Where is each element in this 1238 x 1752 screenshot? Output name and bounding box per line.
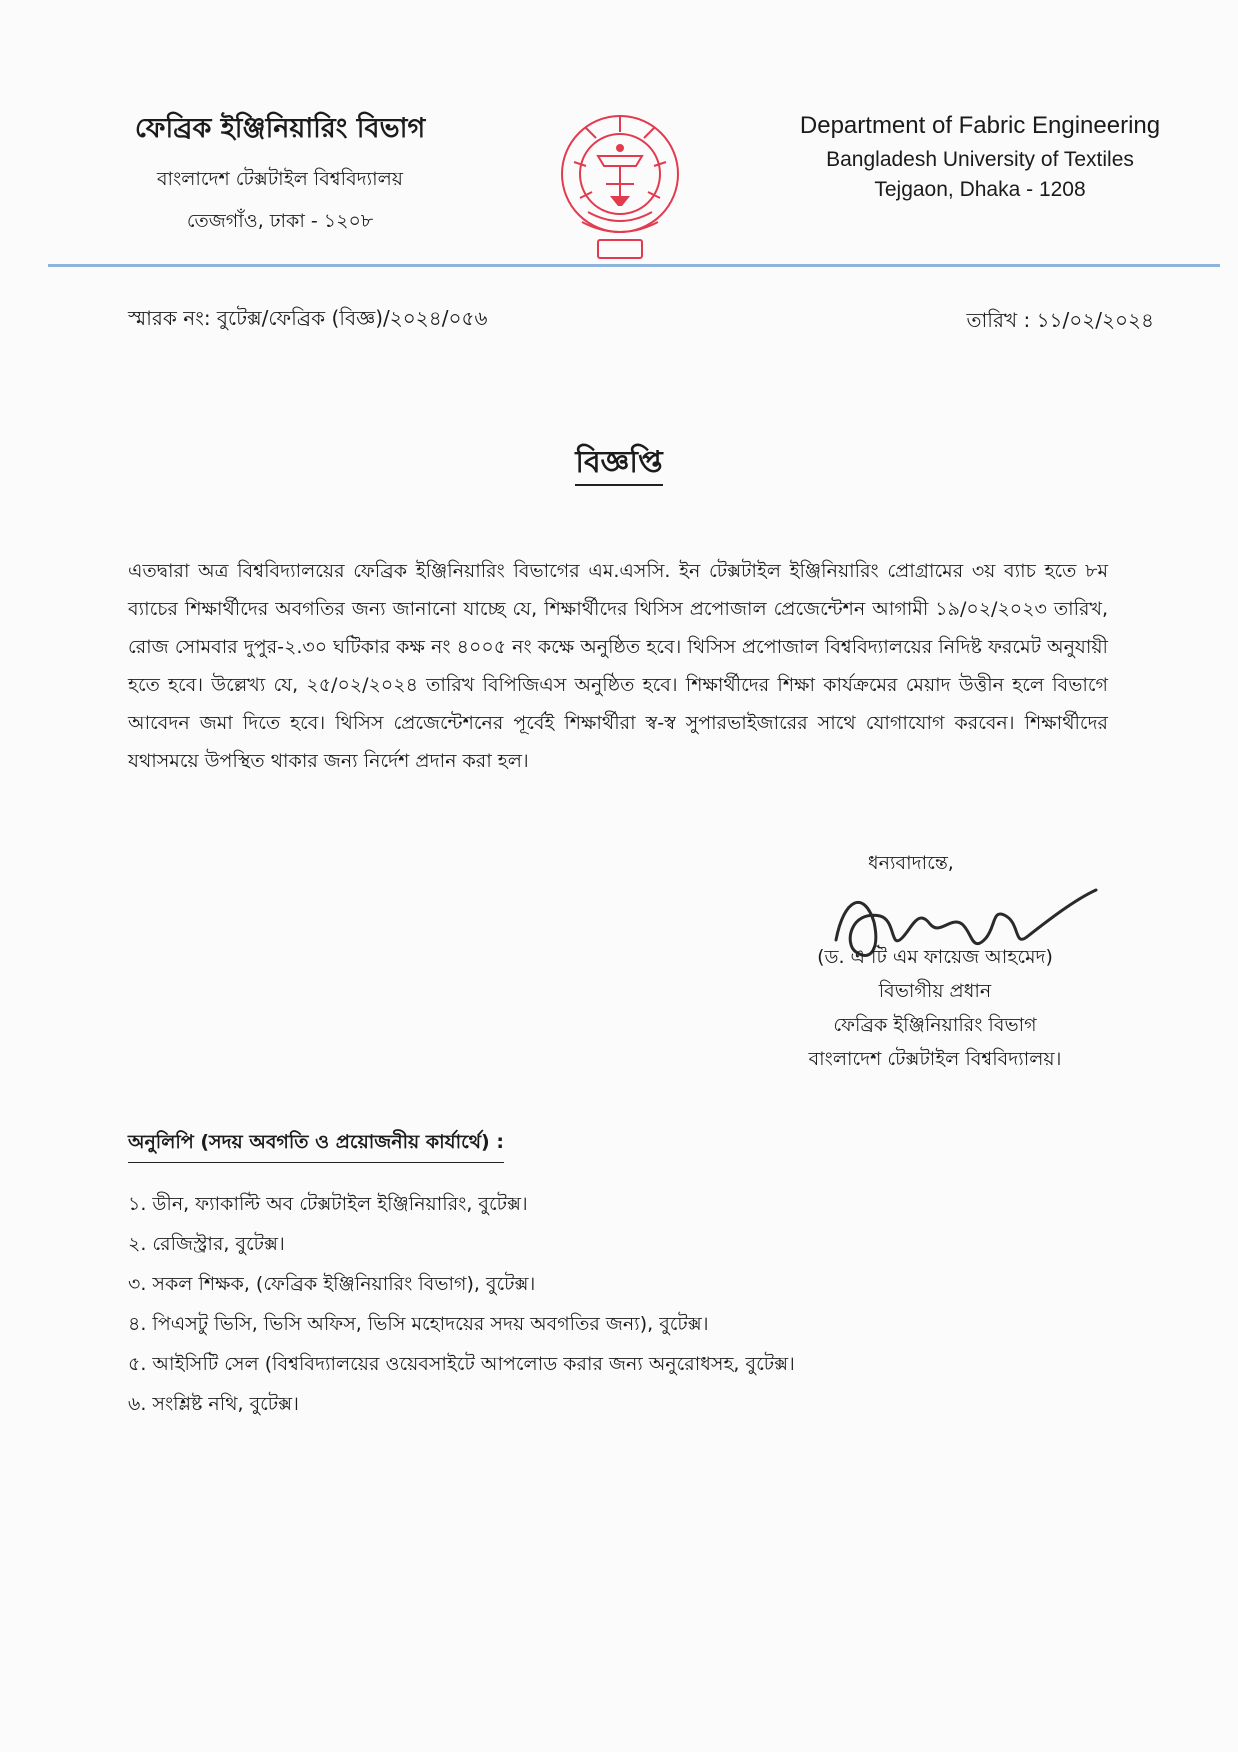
- copy-item-2: ২. রেজিস্ট্রার, বুটেক্স।: [128, 1233, 285, 1255]
- copy-item-1: ১. ডীন, ফ্যাকাল্টি অব টেক্সটাইল ইঞ্জিনিয়ারিং, বুটেক্স।: [128, 1193, 528, 1215]
- copy-item-6: ৬. সংশ্লিষ্ট নথি, বুটেক্স।: [128, 1393, 299, 1415]
- english-university-name: Bangladesh University of Textiles: [826, 148, 1134, 171]
- signer-name: (ড. এ টি এম ফায়েজ আহমেদ): [817, 946, 1053, 968]
- bengali-department-name: ফেব্রিক ইঞ্জিনিয়ারিং বিভাগ: [134, 113, 426, 144]
- copy-item-5: ৫. আইসিটি সেল (বিশ্ববিদ্যালয়ের ওয়েবসাইটে আপলোড করার জন্য অনুরোধসহ, বুটেক্স।: [128, 1353, 795, 1375]
- signer-university: বাংলাদেশ টেক্সটাইল বিশ্ববিদ্যালয়।: [808, 1048, 1062, 1070]
- bengali-address: তেজগাঁও, ঢাকা - ১২০৮: [186, 210, 374, 232]
- copy-item-4: ৪. পিএসটু ভিসি, ভিসি অফিস, ভিসি মহোদয়ের সদয় অবগতির জন্য), বুটেক্স।: [128, 1313, 709, 1335]
- english-department-name: Department of Fabric Engineering: [799, 112, 1161, 139]
- signer-department: ফেব্রিক ইঞ্জিনিয়ারিং বিভাগ: [833, 1014, 1037, 1036]
- copy-list: [128, 1184, 795, 1424]
- notice-title: বিজ্ঞপ্তি: [575, 445, 662, 486]
- header-divider: [48, 264, 1220, 267]
- copy-heading: অনুলিপি (সদয় অবগতি ও প্রয়োজনীয় কার্যার্থে) :: [128, 1128, 504, 1163]
- notice-title-container: [0, 438, 1238, 489]
- memo-date: তারিখ : ১১/০২/২০২৪: [966, 308, 1154, 332]
- bengali-header: [80, 108, 480, 249]
- memo-reference: স্মারক নং: বুটেক্স/ফেব্রিক (বিজ্ঞ)/২০২৪/০৫৬: [128, 306, 488, 330]
- copy-item-3: ৩. সকল শিক্ষক, (ফেব্রিক ইঞ্জিনিয়ারিং বিভাগ), বুটেক্স।: [128, 1273, 536, 1295]
- notice-body: এতদ্বারা অত্র বিশ্ববিদ্যালয়ের ফেব্রিক ইঞ্জিনিয়ারিং বিভাগের এম.এসসি. ইন টেক্সটাইল ইঞ্জিনিয়ারিং প্রোগ্রামের ৩য় ব্যাচ হতে ৮ম ব্যাচের শিক্ষার্থীদের অবগতির জন্য জানানো যাচ্ছে যে, শিক্ষার্থীদের থিসিস প্রপোজাল প্রেজেন্টেশন আগামী ১৯/০২/২০২৩ তারিখ, রোজ সোমবার দুপুর-২.৩০ ঘটিকার কক্ষ নং ৪০০৫ নং কক্ষে অনুষ্ঠিত হবে। থিসিস প্রপোজাল বিশ্ববিদ্যালয়ের নিদিষ্ট ফরমেট অনুযায়ী হতে হবে। উল্লেখ্য যে, ২৫/০২/২০২৪ তারিখ বিপিজিএস অনুষ্ঠিত হবে। শিক্ষার্থীদের শিক্ষা কার্যক্রমের মেয়াদ উত্তীন হলে বিভাগে আবেদন জমা দিতে হবে। থিসিস প্রেজেন্টেশনের পূর্বেই শিক্ষার্থীরা স্ব-স্ব সুপারভাইজারের সাথে যোগাযোগ করবেন। শিক্ষার্থীদের যথাসময়ে উপস্থিত থাকার জন্য নির্দেশ প্রদান করা হল।: [128, 560, 1108, 772]
- english-header: [760, 112, 1200, 208]
- signer-block: [700, 940, 1170, 1076]
- signer-designation: বিভাগীয় প্রধান: [878, 980, 992, 1002]
- university-logo-icon: [556, 110, 684, 268]
- closing-text: ধন্যবাদান্তে,: [868, 852, 954, 874]
- bengali-university-name: বাংলাদেশ টেক্সটাইল বিশ্ববিদ্যালয়: [156, 168, 403, 190]
- signature-closing-block: [700, 846, 1200, 880]
- english-address: Tejgaon, Dhaka - 1208: [874, 178, 1086, 201]
